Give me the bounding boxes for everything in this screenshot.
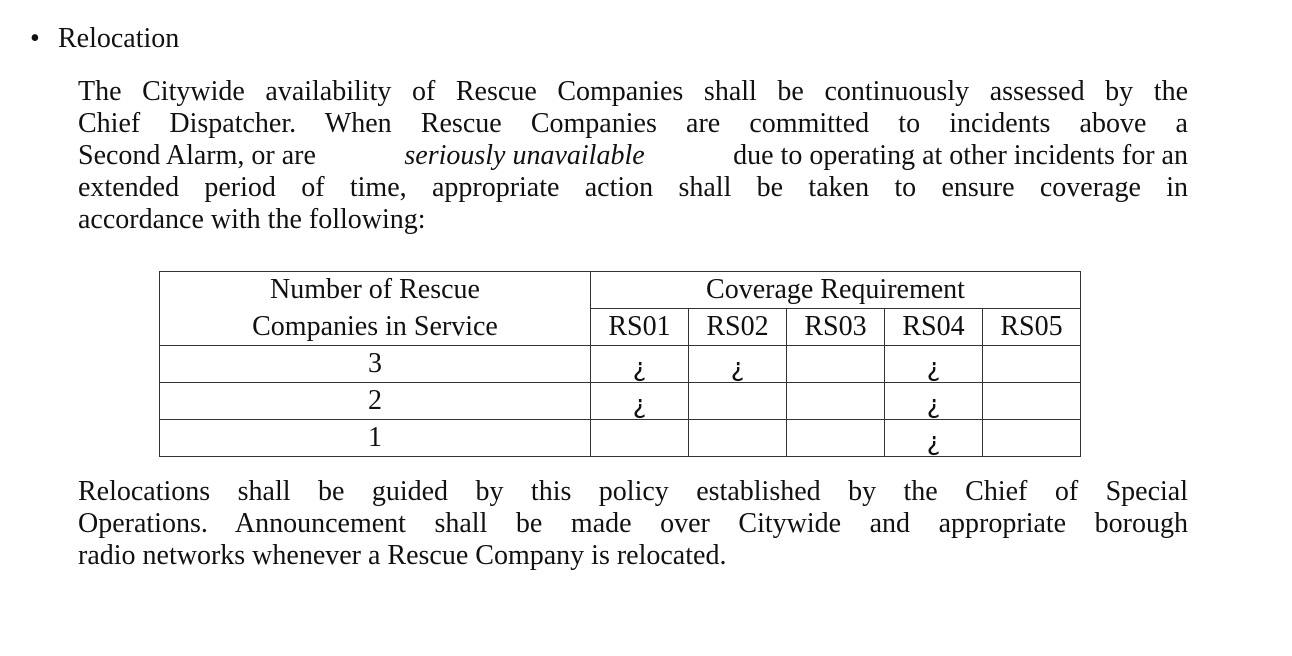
coverage-cell-rs02 <box>689 383 787 420</box>
coverage-cell-rs03 <box>787 383 885 420</box>
coverage-cell-rs01 <box>591 420 689 457</box>
coverage-cell-rs05 <box>983 346 1081 383</box>
section-heading <box>30 22 179 56</box>
column-header-rs03: RS03 <box>787 309 885 346</box>
coverage-cell-rs03 <box>787 420 885 457</box>
emphasis-text: seriously unavailable <box>404 140 645 171</box>
table-row <box>160 383 1081 420</box>
coverage-cell-rs04 <box>885 383 983 420</box>
coverage-header: Coverage Requirement <box>591 272 1081 309</box>
section-title: Relocation <box>58 23 180 54</box>
coverage-mark-icon: ¿ <box>632 353 647 383</box>
column-header-rs05: RS05 <box>983 309 1081 346</box>
paragraph-text: due to operating at other incidents for an <box>733 140 1188 171</box>
coverage-cell-rs02 <box>689 420 787 457</box>
number-header: Number of Rescue <box>160 272 591 309</box>
coverage-cell-rs01 <box>591 383 689 420</box>
coverage-mark-icon: ¿ <box>632 390 647 420</box>
coverage-cell-rs05 <box>983 383 1081 420</box>
coverage-table <box>159 271 1081 457</box>
bullet-icon: • <box>30 23 40 54</box>
paragraph-line: radio networks whenever a Rescue Company is relocated. <box>78 540 727 571</box>
paragraph-line: The Citywide availability of Rescue Companies shall be continuously assessed by the <box>78 76 1188 107</box>
table-body <box>160 346 1081 457</box>
paragraph-line: extended period of time, appropriate action shall be taken to ensure coverage in <box>78 172 1188 203</box>
coverage-cell-rs02 <box>689 346 787 383</box>
company-count-cell: 2 <box>160 383 591 420</box>
column-header-rs02: RS02 <box>689 309 787 346</box>
paragraph-text: Second Alarm, or are <box>78 140 316 171</box>
paragraph-line: Operations. Announcement shall be made over Citywide and appropriate borough <box>78 508 1188 539</box>
paragraph-line: accordance with the following: <box>78 204 426 235</box>
coverage-mark-icon: ¿ <box>926 427 941 457</box>
column-header-rs04: RS04 <box>885 309 983 346</box>
paragraph-line: Relocations shall be guided by this policy established by the Chief of Special <box>78 476 1188 507</box>
coverage-cell-rs04 <box>885 346 983 383</box>
coverage-cell-rs03 <box>787 346 885 383</box>
company-count-cell: 1 <box>160 420 591 457</box>
coverage-mark-icon: ¿ <box>926 353 941 383</box>
closing-paragraph <box>78 476 1188 572</box>
paragraph-line: Chief Dispatcher. When Rescue Companies are committed to incidents above a <box>78 108 1188 139</box>
table-header-row <box>160 309 1081 346</box>
intro-paragraph <box>78 76 1188 236</box>
company-count-cell: 3 <box>160 346 591 383</box>
coverage-mark-icon: ¿ <box>926 390 941 420</box>
coverage-mark-icon: ¿ <box>730 353 745 383</box>
coverage-cell-rs04 <box>885 420 983 457</box>
table-row <box>160 420 1081 457</box>
table-header-row <box>160 272 1081 309</box>
table-row <box>160 346 1081 383</box>
paragraph-line <box>78 140 1188 172</box>
coverage-cell-rs01 <box>591 346 689 383</box>
coverage-cell-rs05 <box>983 420 1081 457</box>
number-header: Companies in Service <box>160 309 591 346</box>
column-header-rs01: RS01 <box>591 309 689 346</box>
